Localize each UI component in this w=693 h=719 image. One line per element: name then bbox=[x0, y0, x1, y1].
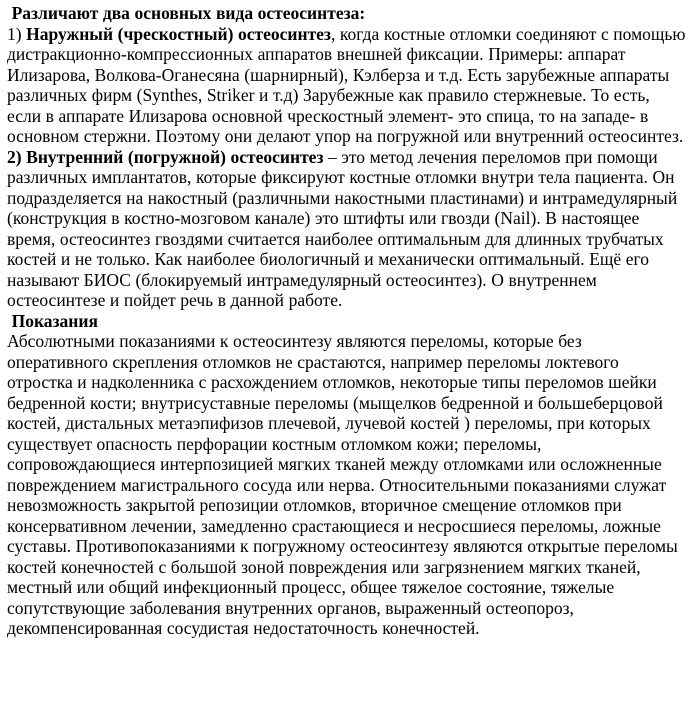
text-run-bold: Различают два основных вида остеосинтеза: bbox=[7, 3, 366, 23]
para-internal-osteosynthesis bbox=[7, 147, 686, 311]
heading-osteosynthesis-types bbox=[7, 3, 686, 24]
para-indications bbox=[7, 331, 686, 639]
document-body bbox=[7, 3, 691, 639]
text-run: , когда костные отломки соединяют с помощью дистракционно-компрессионных аппаратов внешней фиксации. Примеры: аппарат Илизарова, Волкова-Оганесяна (шарнирный), Кэлберза и т.д. Есть зарубежные аппараты различных фирм (Synthes, Striker и т.д) Зарубежные как правило стержневые. То есть, если в аппарате Илизарова основной чрескостный элемент- это спица, то на западе- в основном стержни. Поэтому они делают упор на погружной или внутренний остеосинтез. bbox=[7, 23, 691, 146]
text-run-bold: Показания bbox=[7, 310, 98, 331]
text-run: – это метод лечения переломов при помощи различных имплантатов, которые фиксируют костные отломки внутри тела пациента. Он подразделяется на накостный (различными накостными пластинами) и интрамедулярный (конструкция в костно-мозговом канале) это штифты или гвозди (Nail). В настоящее время, остеосинтез гвоздями считается наиболее оптимальным для длинных трубчатых костей и не только. Как наиболее биологичный и механически оптимальный. Ещё его называют БИОС (блокируемый интрамедулярный остеосинтез). О внутреннем остеосинтезе и пойдет речь в данной работе. bbox=[7, 146, 682, 310]
text-run: Абсолютными показаниями к остеосинтезу являются переломы, которые без оперативного скрепления отломков не срастаются, например переломы локтевого отростка и надколенника с расхождением отломков, некоторые типы переломов шейки бедренной кости; внутрисуставные переломы (мыщелков бедренной и большеберцовой костей, дистальных метаэпифизов плечевой, лучевой костей ) переломы, при которых существует опасность перфорации костным отломком кожи; переломы, сопровождающиеся интерпозицией мягких тканей между отломками или осложненные повреждением магистрального сосуда или нерва. Относительными показаниями служат невозможность закрытой репозиции отломков, вторичное смещение отломков при консервативном лечении, замедленно срастающиеся и несросшиеся переломы, ложные суставы. Противопоказаниями к погружному остеосинтезу являются открытые переломы костей конечностей с большой зоной повреждения или загрязнением мягких тканей, местный или общий инфекционный процесс, общее тяжелое состояние, тяжелые сопутствующие заболевания внутренних органов, выраженный остеопороз, декомпенсированная сосудистая недостаточность конечностей. bbox=[7, 331, 683, 638]
para-external-osteosynthesis bbox=[7, 23, 691, 147]
text-run: 1) bbox=[7, 23, 27, 44]
heading-indications bbox=[7, 311, 686, 332]
text-run-bold: Наружный (чрескостный) остеосинтез bbox=[26, 23, 331, 44]
text-run-bold: 2) Внутренний (погружной) остеосинтез bbox=[7, 146, 324, 167]
